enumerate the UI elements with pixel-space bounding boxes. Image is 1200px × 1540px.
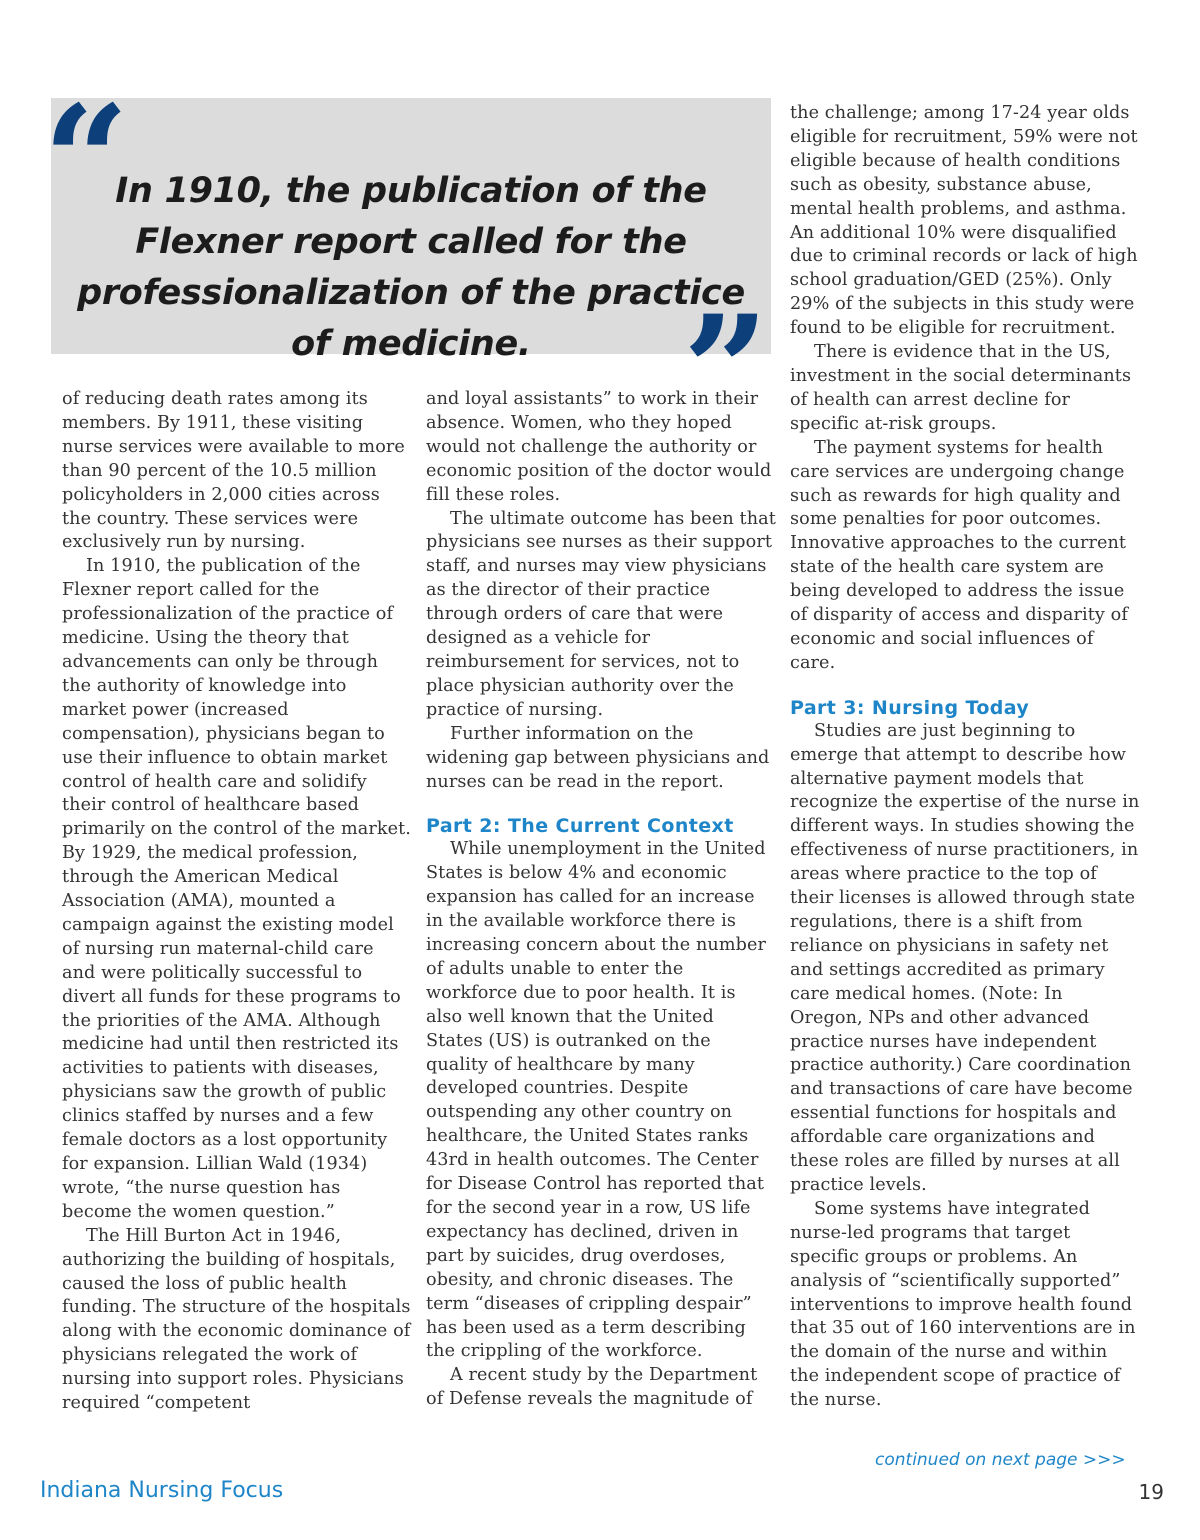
paragraph: of reducing death rates among its members. By 1911, these visiting nurse services were available to more than 90 percent of the 10.5 million policyholders in 2,000 cities across the country. These services were exclusively run by nursing. [62, 389, 405, 553]
section-heading-part-2: Part 2: The Current Context [426, 815, 734, 838]
publication-title: Indiana Nursing Focus [40, 1478, 284, 1503]
paragraph: There is evidence that in the US, investment in the social determinants of health can arrest decline for specific at-risk groups. [790, 342, 1132, 434]
page-number: 19 [1138, 1480, 1164, 1504]
paragraph: the challenge; among 17-24 year olds eligible for recruitment, 59% were not eligible because of health conditions such as obesity, substance abuse, mental health problems, and asthma. An additional 10% were disqualified due to criminal records or lack of high school graduation/GED (25%). Only 29% of the subjects in this study were found to be eligible for recruitment. [790, 103, 1138, 339]
paragraph: A recent study by the Department of Defense reveals the magnitude of [426, 1365, 758, 1410]
article-column-3 [790, 102, 1140, 1413]
pull-quote-text: In 1910, the publication of the Flexner report called for the professionalization of the practice of medicine. [77, 171, 745, 364]
open-quote-mark: “ [43, 73, 130, 249]
paragraph: In 1910, the publication of the Flexner report called for the professionalization of the practice of medicine. Using the theory that advancements can only be through the authority of knowledge into market power (increased compensation), physicians began to use their influence to obtain market control of health care and solidify their control of healthcare based primarily on the control of the market. By 1929, the medical profession, through the American Medical Association (AMA), mounted a campaign against the existing model of nursing run maternal-child care and were politically successful to divert all funds for these programs to the priorities of the AMA. Although medicine had until then restricted its activities to patients with diseases, physicians saw the growth of public clinics staffed by nurses and a few female doctors as a lost opportunity for expansion. Lillian Wald (1934) wrote, “the nurse question has become the women question.” [62, 556, 411, 1222]
continued-link[interactable]: continued on next page >>> [875, 1450, 1126, 1470]
paragraph: While unemployment in the United States is below 4% and economic expansion has called for an increase in the available workforce there is increasing concern about the number of adults unable to enter the workforce due to poor health. It is also well known that the United States (US) is outranked on the quality of healthcare by many developed countries. Despite outspending any other country on healthcare, the United States ranks 43rd in health outcomes. The Center for Disease Control has reported that for the second year in a row, US life expectancy has declined, driven in part by suicides, drug overdoses, obesity, and chronic diseases. The term “diseases of crippling despair” has been used as a term describing the crippling of the workforce. [426, 839, 767, 1362]
paragraph: Some systems have integrated nurse-led programs that target specific groups or problems. An analysis of “scientifically supported” interventions to improve health found that 35 out of 160 interventions are in the domain of the nurse and within the independent scope of practice of the nurse. [790, 1198, 1136, 1411]
close-quote-mark: ” [682, 283, 769, 459]
paragraph: and loyal assistants” to work in their absence. Women, who they hoped would not challenge the authority or economic position of the doctor would fill these roles. [426, 389, 772, 505]
section-heading-part-3: Part 3: Nursing Today [790, 696, 1030, 719]
paragraph: Studies are just beginning to emerge that attempt to describe how alternative payment models that recognize the expertise of the nurse in different ways. In studies showing the effectiveness of nurse practitioners, in areas where practice to the top of their licenses is allowed through state regulations, there is a shift from reliance on physicians in safety net and settings accredited as primary care medical homes. (Note: In Oregon, NPs and other advanced practice nurses have independent practice authority.) Care coordination and transactions of care have become essential functions for hospitals and affordable care organizations and these roles are filled by nurses at all practice levels. [790, 720, 1140, 1195]
article-column-2 [426, 388, 776, 1412]
paragraph: The ultimate outcome has been that physicians see nurses as their support staff, and nurses may view physicians as the director of their practice through orders of care that were designed as a vehicle for reimbursement for services, not to place physician authority over the practice of nursing. [426, 508, 776, 720]
article-column-1 [62, 388, 412, 1416]
paragraph: Further information on the widening gap between physicians and nurses can be read in the report. [426, 723, 770, 792]
paragraph: The Hill Burton Act in 1946, authorizing the building of hospitals, caused the loss of public health funding. The structure of the hospitals along with the economic dominance of physicians relegated the work of nursing into support roles. Physicians required “competent [62, 1225, 411, 1414]
paragraph: The payment systems for health care services are undergoing change such as rewards for high quality and some penalties for poor outcomes. Innovative approaches to the current state of the health care system are being developed to address the issue of disparity of access and disparity of economic and social influences of care. [790, 437, 1128, 673]
